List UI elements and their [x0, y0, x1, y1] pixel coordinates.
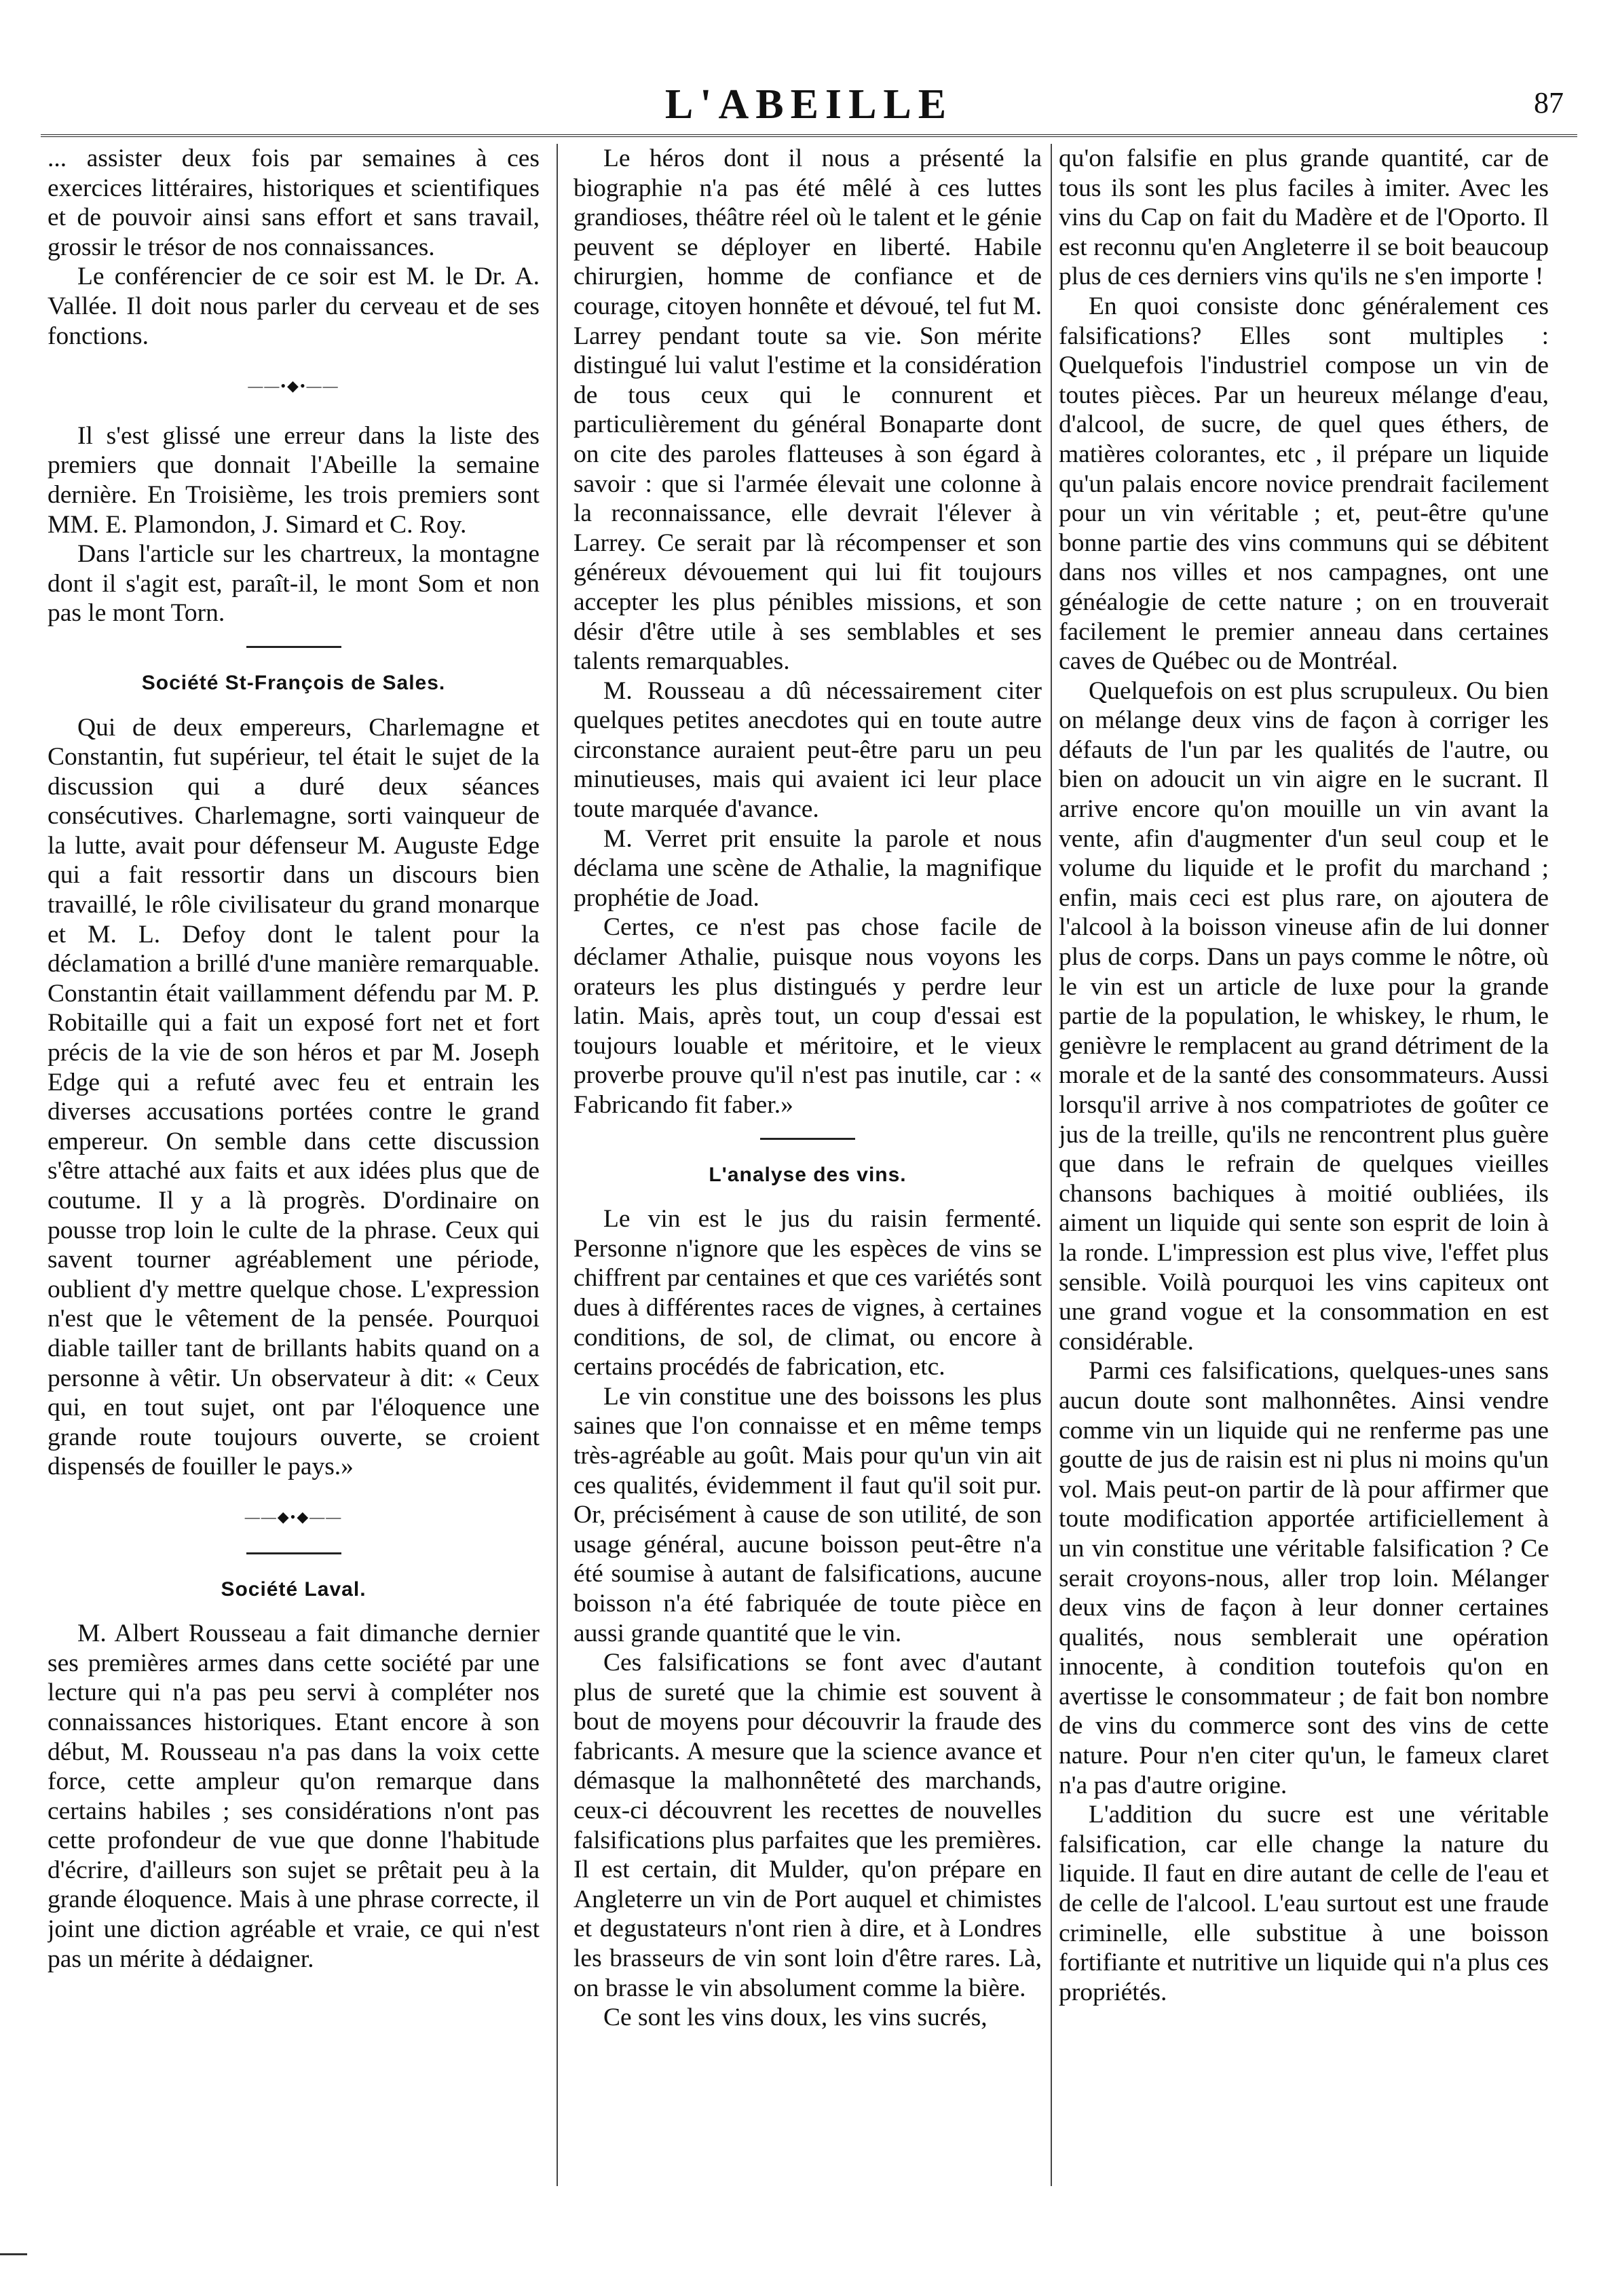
paragraph: M. Rousseau a dû nécessairement citer quelques petites anecdotes qui en toute autre circonstance auraient peut-être paru un peu minutieuses, mais qui avaient ici leur place toute marquée d'avance. [573, 676, 1042, 824]
paragraph: Ce sont les vins doux, les vins sucrés, [603, 2004, 987, 2032]
paragraph: L'addition du sucre est une véritable falsification, car elle change la nature du liquide. Il faut en dire autant de celle de l'eau et de celle de l'alcool. L'eau surtout est une fraude criminelle, elle substitue à une boisson fortifiante et nutritive un liquide qui n'a plus ces propriétés. [1059, 1801, 1549, 2006]
paragraph: Ces falsifications se font avec d'autant plus de sureté que la chimie est souvent à bout de moyens pour découvrir la fraude des fabricants. A mesure que la science avance et démasque la malhonnêteté des marchands, ceux-ci découvrent les recettes de nouvelles falsifications plus parfaites que les premières. Il est certain, dit Mulder, qu'on prépare en Angleterre un vin de Port auquel et chimistes et degustateurs n'ont rien à dire, et à Londres les brasseurs de vin sont loin d'être rares. Là, on brasse le vin absolument comme la bière. [573, 1649, 1042, 2002]
section-heading: L'analyse des vins. [573, 1138, 1042, 1190]
column-divider [557, 144, 558, 2186]
footer-mark [0, 2253, 27, 2255]
section-separator: ——◆•◆—— [244, 1508, 343, 1525]
column-1 [48, 144, 540, 2186]
newspaper-title: L'ABEILLE [664, 81, 954, 128]
paragraph: Le vin constitue une des boissons les plus saines que l'on connaisse et en même temps très-agréable au goût. Mais pour qu'un vin ait ces qualités, évidemment il faut qu'il soit pur. Or, précisément à cause de son utilité, de son usage général, aucune boisson peut-être n'a été soumise à autant de falsifications, aucune boisson n'a été fabriquée de toute pièce en aussi grande quantité que le vin. [573, 1382, 1042, 1647]
paragraph: M. Albert Rousseau a fait dimanche dernier ses premières armes dans cette société par une lecture qui n'a pas peu servi à compléter nos connaissances historiques. Etant encore à son début, M. Rousseau n'a pas dans la voix cette force, cette ampleur qu'on remarque dans certains habiles ; ses considérations n'ont pas cette profondeur de vue que donne l'habitude d'écrire, d'ailleurs son sujet se prêtait peu à la grande éloquence. Mais à une phrase correcte, il joint une diction agréable et vraie, ce qui n'est pas un mérite à dédaigner. [48, 1620, 540, 1973]
column-3 [1059, 144, 1549, 2186]
paragraph: Le vin est le jus du raisin fermenté. Personne n'ignore que les espèces de vins se chiffrent par centaines et que ces variétés sont dues à différentes races de vignes, à certaines conditions, de sol, de climat, ou encore à certains procédés de fabrication, etc. [573, 1205, 1042, 1381]
paragraph: Il s'est glissé une erreur dans la liste des premiers que donnait l'Abeille la semaine dernière. En Troisième, les trois premiers sont MM. E. Plamondon, J. Simard et C. Roy. [48, 421, 540, 539]
paragraph: Quelquefois on est plus scrupuleux. Ou bien on mélange deux vins de façon à corriger les défauts de l'un par les qualités de l'autre, ou bien on adoucit un vin aigre en le sucrant. Il arrive encore qu'on mouille un vin avant la vente, afin d'augmenter d'un seul coup et le volume du liquide et le profit du marchand ; enfin, mais ceci est plus rare, on ajoutera de l'alcool à la boisson vineuse afin de lui donner plus de corps. Dans un pays comme le nôtre, où le vin est un article de luxe pour la grande partie de la population, le whiskey, le rhum, le genièvre le remplacent au grand détriment de la morale et de la santé des consommateurs. Aussi lorsqu'il arrive à nos compatriotes de goûter ce jus de la treille, qu'ils ne rencontrent plus guère que dans le refrain de quelques vieilles chansons bachiques à moitié oubliées, ils aiment un liquide qui sente son esprit de loin à la ronde. L'impression est plus vive, l'effet plus sensible. Voilà pourquoi les vins capiteux ont une grand vogue et la consommation en est considérable. [1059, 676, 1549, 1356]
masthead-rule [41, 134, 1577, 137]
paragraph: Certes, ce n'est pas chose facile de déclamer Athalie, puisque nous voyons les orateurs les plus distingués y perdre leur latin. Mais, après tout, un coup d'essai est toujours louable et méritoire, et le vieux proverbe prouve qu'il n'est pas inutile, car : « Fabricando fit faber.» [573, 913, 1042, 1119]
section-heading: Société Laval. [48, 1552, 540, 1605]
paragraph: Dans l'article sur les chartreux, la montagne dont il s'agit est, paraît-il, le mont Som et non pas le mont Torn. [48, 540, 540, 628]
paragraph: Parmi ces falsifications, quelques-unes sans aucun doute sont malhonnêtes. Ainsi vendre comme vin un liquide qui ne renferme pas une goutte de jus de raisin est ni plus ni moins qu'un vol. Mais peut-on partir de là pour affirmer que toute modification apportée artificiellement à un vin constitue une véritable falsification ? Ce serait croyons-nous, aller trop loin. Mélanger deux vins de façon à leur donner certaines qualités, nous semblerait une opération innocente, à condition toutefois qu'on en avertisse le consommateur ; de fait bon nombre de vins du commerce sont des vins de cette nature. Pour n'en citer qu'un, le fameux claret n'a pas d'autre origine. [1059, 1357, 1549, 1799]
masthead [41, 80, 1577, 129]
paragraph: qu'on falsifie en plus grande quantité, car de tous ils sont les plus faciles à imiter. Avec les vins du Cap on fait du Madère et de l'Oporto. Il est reconnu qu'en Angleterre il se boit beaucoup plus de ces derniers vins qu'ils ne s'en importe ! [1059, 145, 1549, 291]
paragraph: Le héros dont il nous a présenté la biographie n'a pas été mêlé à ces luttes grandioses, théâtre réel où le talent et le génie peuvent se déployer en liberté. Habile chirurgien, homme de confiance et de courage, citoyen honnête et dévoué, tel fut M. Larrey pendant toute sa vie. Son mérite distingué lui valut l'estime et la considération de tous ceux qui le connurent et particulièrement du général Bonaparte dont on cite des paroles flatteuses à son égard à savoir : que si l'armée élevait une colonne à la reconnaissance, elle devrait l'élever à Larrey. Ce serait par là récompenser et son généreux dévouement qui lui fit toujours accepter les plus pénibles missions, et son désir d'être utile à ses semblables et ses talents remarquables. [573, 145, 1042, 676]
paragraph: M. Verret prit ensuite la parole et nous déclama une scène de Athalie, la magnifique prophétie de Joad. [573, 824, 1042, 912]
page-number: 87 [1534, 86, 1564, 119]
paragraph: En quoi consiste donc généralement ces falsifications? Elles sont multiples : Quelquefois l'industriel compose un vin de toutes pièces. Par un heureux mélange d'eau, d'alcool, de sucre, de quel ques éthers, de matières colorantes, etc , il prépare un liquide qu'un palais encore novice prendrait facilement pour un vin véritable ; et, peut-être qu'une bonne partie des vins communs qui se débitent dans nos villes et nos campagnes, ont une généalogie de cette nature ; on en trouverait facilement le premier anneau dans certaines caves de Québec ou de Montréal. [1059, 292, 1549, 676]
section-heading: Société St-François de Sales. [48, 646, 540, 698]
paragraph: ... assister deux fois par semaines à ces exercices littéraires, historiques et scientifiques et de pouvoir ainsi sans effort et sans travail, grossir le trésor de nos connaissances. [48, 145, 540, 261]
paragraph: Qui de deux empereurs, Charlemagne et Constantin, fut supérieur, tel était le sujet de la discussion qui a duré deux séances consécutives. Charlemagne, sorti vainqueur de la lutte, avait pour défenseur M. Auguste Edge qui a fait ressortir dans un discours bien travaillé, le rôle civilisateur du grand monarque et M. L. Defoy dont le talent pour la déclamation a brillé d'une manière remarquable. Constantin était vaillamment défendu par M. P. Robitaille qui a fait un exposé fort net et fort précis de la vie de son héros et par M. Joseph Edge qui a refuté avec feu et entrain les diverses accusations portées contre le grand empereur. On semble dans cette discussion s'être attaché aux faits et aux idées plus que de coutume. Il y a là progrès. D'ordinaire on pousse trop loin le culte de la phrase. Ceux qui savent tourner agréablement une période, oublient d'y mettre quelque chose. L'expression n'est que le vêtement de la pensée. Pourquoi diable tailler tant de brillants habits quand on a personne à vêtir. Un observateur à dit: « Ceux qui, en tout sujet, ont par l'éloquence une grande route toujours ouverte, se croient dispensés de fouiller le pays.» [48, 713, 540, 1481]
column-2 [573, 144, 1042, 2186]
section-separator: ——•◆•—— [248, 377, 339, 395]
paragraph: Le conférencier de ce soir est M. le Dr. A. Vallée. Il doit nous parler du cerveau et de ses fonctions. [48, 263, 540, 350]
column-divider [1051, 144, 1052, 2186]
